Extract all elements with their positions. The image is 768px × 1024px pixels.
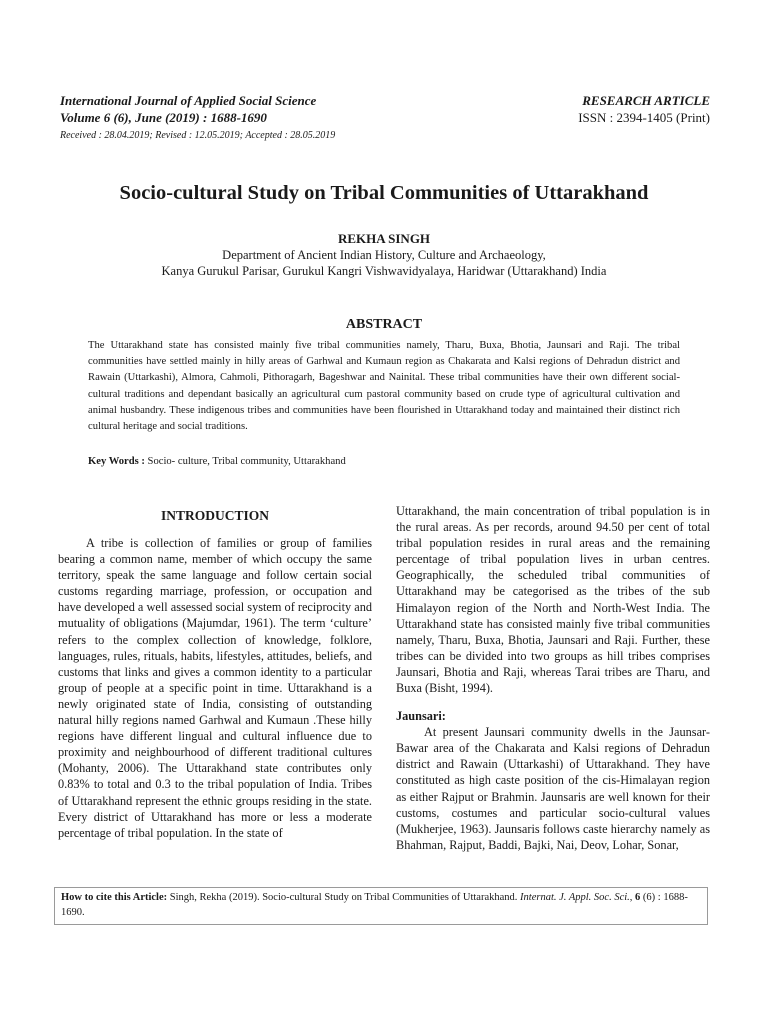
jaunsari-paragraph: At present Jaunsari community dwells in the Jaunsar- Bawar area of the Chakarata and Kalsi regions of Dehradun district and Rawain (Uttarkashi) of Uttarakhand. They have constituted as high caste position of the cis-Himalayan region as either Rajput or Brahmin. Jaunsaris are well known for their customs, costumes and particular socio-cultural values (Mukherjee, 1963). Jaunsaris follows caste hierarchy namely as Bhahman, Rajput, Baddi, Bajki, Nai, Deov, Lohar, Sonar, (396, 725, 710, 852)
citation-box (54, 887, 708, 925)
journal-volume: Volume 6 (6), June (2019) : 1688-1690 (60, 110, 267, 125)
right-column (396, 503, 710, 853)
citation-text: Singh, Rekha (2019). Socio-cultural Study on Tribal Communities of Uttarakhand. (167, 892, 521, 903)
citation-label: How to cite this Article: (61, 892, 168, 903)
article-type: RESEARCH ARTICLE (582, 93, 710, 108)
left-column (58, 507, 372, 841)
author-name: REKHA SINGH (337, 231, 431, 246)
author-block (40, 230, 728, 279)
abstract-heading: ABSTRACT (345, 317, 423, 332)
issn: ISSN : 2394-1405 (Print) (578, 110, 710, 125)
journal-header (60, 92, 480, 143)
affiliation-line-1: Department of Ancient Indian History, Culture and Archaeology, (222, 248, 546, 262)
submission-dates: Received : 28.04.2019; Revised : 12.05.2019; Accepted : 28.05.2019 (60, 130, 336, 141)
paper-title: Socio-cultural Study on Tribal Communities of Uttarakhand (119, 182, 649, 204)
keywords-value: Socio- culture, Tribal community, Uttarakhand (144, 456, 346, 467)
keywords (88, 454, 680, 470)
journal-name: International Journal of Applied Social Science (60, 93, 317, 108)
jaunsari-heading: Jaunsari: (396, 709, 446, 724)
article-meta (578, 92, 710, 126)
introduction-heading: INTRODUCTION (160, 508, 269, 523)
abstract-text: The Uttarakhand state has consisted mainly five tribal communities namely, Tharu, Buxa, Bhotia, Jaunsari and Raji. The tribal communities have settled mainly in hilly areas of Garhwal and Kumaun region as Chakarata and Kalsi regions of Dehradun district and Rawain (Uttarkashi), Almora, Cahmoli, Pithoragarh, Bageshwar and Nainital. These tribal communities have their own different social-cultural traditions and dependant basically an agricultural cum pastoral community based on crude type of agricultural cultivation and animal husbandry. These indigenous tribes and communities have been flourished in Uttarakhand today and maintained their distinct rich cultural heritage and social traditions. (88, 340, 680, 433)
citation-separator: , (629, 892, 636, 903)
introduction-paragraph-2: Uttarakhand, the main concentration of tribal population is in the rural areas. As per records, around 94.50 per cent of total tribal population resides in rural areas and the remaining percentage of tribal population lives in urban centres. Geographically, the scheduled tribal communities of Uttarakhand may be categorised as the tribes of the sub Himalayon region of the North and North-West India. The Uttarakhand state has consisted mainly five tribal communities namely, Tharu, Buxa, Bhotia, Jaunsari and Raji. Further, these tribes can be divided into two groups as hill tribes comprises Jaunsari, Bhotia and Raji, whereas Tarai tribes are Tharu, and Buxa (Bisht, 1994). (396, 504, 710, 696)
introduction-paragraph-1: A tribe is collection of families or group of families bearing a common name, member of which occupy the same territory, speak the same language and follow certain social customs regarding marriage, profession, or occupation and have developed a well assessed social system of reciprocity and mutuality of obligations (Majumdar, 1961). The term ‘culture’ refers to the complex collection of knowledge, folklore, languages, rules, rituals, habits, lifestyles, attitudes, beliefs, and customs that links and gives a common identity to a particular group of people at a specific point in time. Uttarakhand is a newly originated state of India, consisting of outstanding natural hilly regions named Garhwal and Kumaun .These hilly regions have different lingual and cultural influence due to proximity and neighbourhood of different traditional cultures (Mohanty, 2006). The Uttarakhand state contributes only 0.83% to total and 0.3 to the tribal population of India. Tribes of Uttarakhand represent the ethnic groups residing in the state. Every district of Uttarakhand has more or less a moderate percentage of tribal population. In the state of (58, 536, 372, 840)
citation-journal: Internat. J. Appl. Soc. Sci. (520, 892, 630, 903)
keywords-label: Key Words : (88, 456, 145, 467)
citation-volume: 6 (635, 892, 641, 903)
affiliation-line-2: Kanya Gurukul Parisar, Gurukul Kangri Vishwavidyalaya, Haridwar (Uttarakhand) India (161, 264, 607, 278)
citation-pages: (6) : 1688-1690. (61, 892, 688, 918)
